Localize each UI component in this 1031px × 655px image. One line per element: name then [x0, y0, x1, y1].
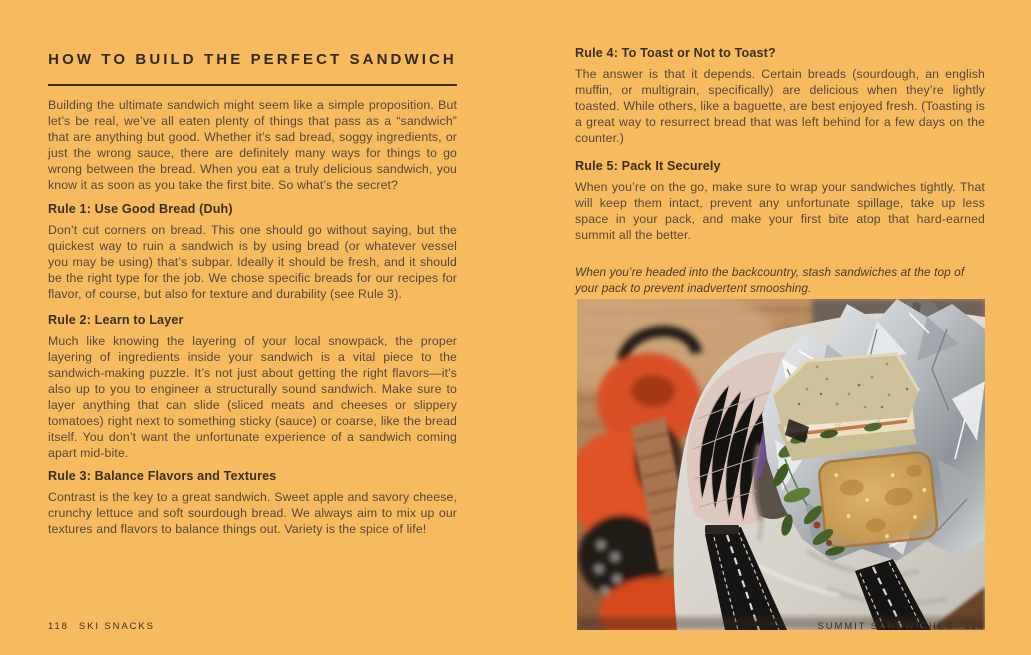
- rule-3-paragraph: Contrast is the key to a great sandwich. Sweet apple and savory cheese, crunchy lettuce and soft sourdough bread. We always aim to mix up our textures and flavors to balance things out. Variety is the spice of life!: [48, 490, 457, 536]
- photo-caption: When you’re headed into the backcountry, stash sandwiches at the top of your pack to prevent inadvertent smooshing.: [575, 265, 965, 295]
- rule-1-paragraph: Don’t cut corners on bread. This one should go without saying, but the quickest way to ruin a sandwich is by using bread (or whatever vessel you may be using) that’s subpar. Ideally it should be fresh, and it should be the right type for the job. We chose specific breads for our recipes for flavor, of course, but also for texture and durability (see Rule 3).: [48, 223, 457, 301]
- rule-3-heading: Rule 3: Balance Flavors and Textures: [48, 469, 277, 483]
- rule-2-paragraph: Much like knowing the layering of your local snowpack, the proper layering of ingredients inside your sandwich is a vital piece to the sandwich-making puzzle. It’s not just about getting the right flavors—it’s also up to you to engineer a structurally sound sandwich. Make sure to layer anything that can slide (sliced meats and cheeses or slippery tomatoes) right next to something sticky (sauce) or coarse, like the bread itself. You don’t want the unfortunate experience of a sandwich coming apart mid-bite.: [48, 334, 457, 460]
- rule-4-heading: Rule 4: To Toast or Not to Toast?: [575, 46, 776, 60]
- title-divider: [48, 84, 457, 86]
- page-number-left: 118: [48, 621, 69, 632]
- backpack-sandwich-photo: [577, 299, 985, 630]
- right-page: [575, 0, 985, 630]
- footer-right: [818, 621, 986, 632]
- chapter-label-right: SUMMIT SANDWICHES: [817, 621, 955, 632]
- chapter-label-left: SKI SNACKS: [78, 621, 155, 632]
- page-number-right: 119: [964, 621, 985, 632]
- rule-2-heading: Rule 2: Learn to Layer: [48, 313, 184, 327]
- rule-5-heading: Rule 5: Pack It Securely: [575, 159, 721, 173]
- page-title: HOW TO BUILD THE PERFECT SANDWICH: [48, 51, 457, 68]
- intro-paragraph: Building the ultimate sandwich might seem like a simple proposition. But let’s be real, we’ve all eaten plenty of things that pass as a “sandwich” that are anything but good. Whether it’s sad bread, soggy ingredients, or just the wrong sauce, there are definitely many ways for things to go wrong between the bread. When you eat a truly delicious sandwich, you know it as soon as you take the first bite. So what’s the secret?: [48, 98, 457, 192]
- rule-1-heading: Rule 1: Use Good Bread (Duh): [48, 202, 233, 216]
- rule-4-paragraph: The answer is that it depends. Certain breads (sourdough, an english muffin, or multigrain, specifically) are delicious when they’re lightly toasted. While others, like a baguette, are best enjoyed fresh. (Toasting is a great way to resurrect bread that was left behind for a few days on the counter.): [575, 67, 985, 145]
- left-page: [48, 0, 457, 537]
- footer-left: [48, 621, 155, 632]
- rule-5-paragraph: When you’re on the go, make sure to wrap your sandwiches tightly. That will keep them intact, prevent any unfortunate spillage, take up less space in your pack, and make your first bite atop that hard-earned summit all the better.: [575, 180, 985, 242]
- backpack-sandwich-illustration: [577, 299, 985, 630]
